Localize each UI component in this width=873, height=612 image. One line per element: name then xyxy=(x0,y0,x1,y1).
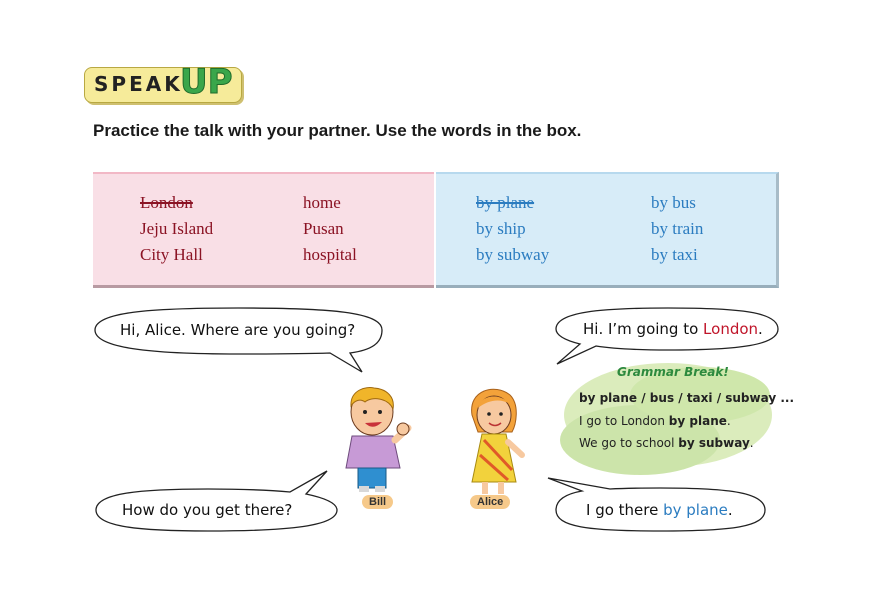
word-by-bus: by bus xyxy=(651,193,696,212)
alice-line-2-prefix: I go there xyxy=(586,501,664,519)
word-by-train: by train xyxy=(651,219,704,238)
bill-line-1: Hi, Alice. Where are you going? xyxy=(120,321,356,339)
alice-line-2-suffix: . xyxy=(727,501,733,519)
alice-line-2-transport: by plane xyxy=(663,501,728,519)
alice-line-1-prefix: Hi. I’m going to xyxy=(583,320,704,338)
instruction-text: Practice the talk with your partner. Use the words in the box. xyxy=(93,121,582,140)
grammar-example-1-prefix: I go to London xyxy=(579,414,669,428)
alice-line-2 xyxy=(586,501,733,519)
grammar-pattern: by plane / bus / taxi / subway ... xyxy=(579,391,795,405)
logo-speak-text: SPEAK xyxy=(94,72,183,96)
grammar-break-panel xyxy=(565,360,795,480)
alice-line-1 xyxy=(583,320,763,338)
alice-name-label: Alice xyxy=(470,495,510,509)
word-by-subway: by subway xyxy=(476,245,550,264)
grammar-example-1 xyxy=(579,414,731,428)
word-jeju-island: Jeju Island xyxy=(140,219,214,238)
logo-up-text: UP xyxy=(180,62,233,102)
alice-line-1-suffix: . xyxy=(758,320,763,338)
grammar-break-title: Grammar Break! xyxy=(617,365,729,379)
grammar-example-1-bold: by plane xyxy=(668,414,727,428)
word-by-ship: by ship xyxy=(476,219,526,238)
grammar-example-1-suffix: . xyxy=(726,414,731,428)
bill-character xyxy=(346,388,409,492)
bill-name-label: Bill xyxy=(362,495,393,509)
word-home: home xyxy=(303,193,341,212)
word-pusan: Pusan xyxy=(303,219,344,238)
alice-character xyxy=(472,389,522,494)
word-city-hall: City Hall xyxy=(140,245,203,264)
alice-line-1-place: London xyxy=(703,320,759,338)
grammar-example-2-suffix: . xyxy=(749,436,754,450)
grammar-example-2-bold: by subway xyxy=(678,436,750,450)
grammar-example-2 xyxy=(579,436,754,450)
word-hospital: hospital xyxy=(303,245,357,264)
word-by-plane: by plane xyxy=(476,193,535,212)
word-london: London xyxy=(140,193,193,212)
bill-line-2: How do you get there? xyxy=(122,501,293,519)
speech-bubble-bill-1 xyxy=(95,308,382,372)
grammar-example-2-prefix: We go to school xyxy=(579,436,679,450)
word-by-taxi: by taxi xyxy=(651,245,698,264)
